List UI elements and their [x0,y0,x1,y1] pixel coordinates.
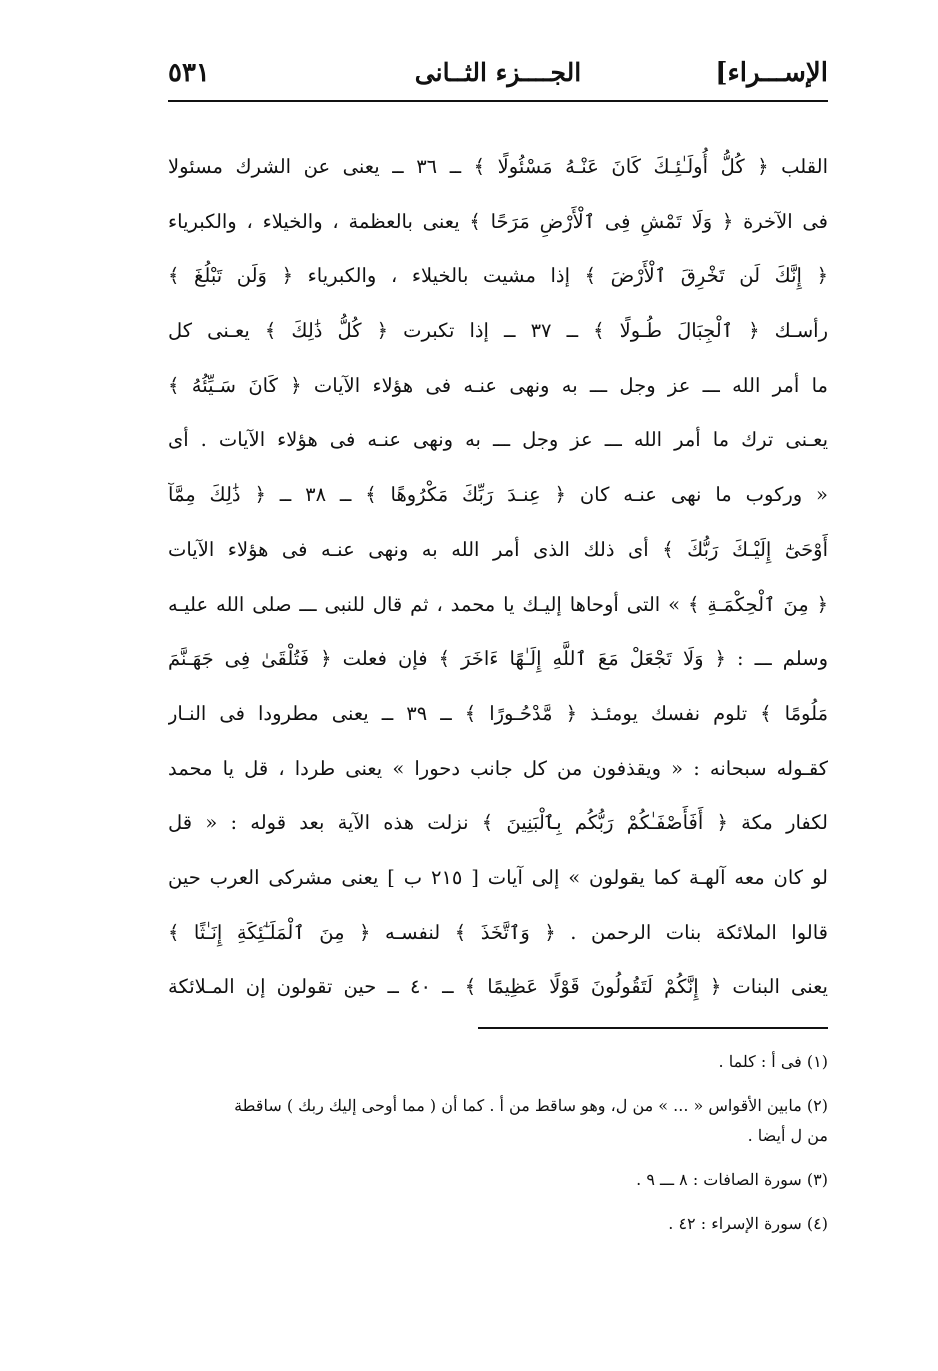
footnote-2-continued: من ل أيضا . [747,1126,828,1145]
text-line: كقـوله سبحانه : « ويقذفون من كل جانب دحورا » يعنى طردا ، قل يا محمد [168,756,828,780]
text-line: لكفار مكة ﴿ أَفَأَصْفَـٰكُمْ رَبُّكُم بِٱلْبَنِينَ ﴾ نزلت هذه الآية بعد قوله : « قل [168,811,828,835]
footnote-separator [478,1027,828,1029]
footnotes [168,1050,828,1256]
text-line: لو كان معه آلهـة كما يقولون » إلى آيات [ ٢١٥ ب ] يعنى مشركى العرب حين [168,865,828,889]
footnote-1: (١) فى أ : كلما . [718,1052,828,1071]
text-line: يعنى البنات ﴿ إِنَّكُمْ لَتَقُولُونَ قَوْلًا عَظِيمًا ﴾ ــ ٤٠ ــ حين تقولون إن المـلائكة [168,975,828,999]
text-line: وسلم ـــ : ﴿ وَلَا تَجْعَلْ مَعَ ٱللَّهِ إِلَـٰهًا ءَاخَرَ ﴾ فإن فعلت ﴿ فَتُلْقَىٰ فِى جَهَـنَّمَ [168,647,828,671]
surah-title: الإســـراء] [715,58,828,88]
text-line: مَلُومًا ﴾ تلوم نفسك يومئـذ ﴿ مَّدْحُـورًا ﴾ ــ ٣٩ ــ يعنى مطرودا فى النـار [168,701,828,725]
text-line: أَوْحَىٰٓ إِلَيْـكَ رَبُّكَ ﴾ أى ذلك الذى أمر الله به ونهى عنـه فى هؤلاء الآيات [168,537,828,561]
text-line: ﴿ إِنَّكَ لَن تَخْرِقَ ٱلْأَرْضَ ﴾ إذا مشيت بالخيلاء ، والكبرياء ﴿ وَلَن تَبْلُغَ ﴾ [168,264,828,288]
text-line: « وركوب ما نهى عنـه كان ﴿ عِنـدَ رَبِّكَ مَكْرُوهًا ﴾ ــ ٣٨ ــ ﴿ ذَٰلِكَ مِمَّآ [168,483,828,507]
text-line: قالوا الملائكة بنات الرحمن . ﴿ وَٱتَّخَذَ ﴾ لنفسـه ﴿ مِنَ ٱلْمَلَـٰٓئِكَةِ إِنَـٰثًا ﴾ [168,920,828,944]
footnote-4: (٤) سورة الإسراء : ٤٢ . [668,1214,828,1233]
part-title: الجــــزء الثــانى [414,58,582,87]
page-number: ٥٣١ [168,58,210,88]
text-line: القلب ﴿ كُلُّ أُولَـٰئِـكَ كَانَ عَنْـهُ مَسْئُولًا ﴾ ــ ٣٦ ــ يعنى عن الشرك مسئولا [168,155,828,178]
footnote-2: (٢) مابين الأقواس « ... » من ل، وهو ساقط من أ . كما أن ( مما أوحى إليك ربك ) ساقطة [234,1096,828,1115]
body-text [168,140,828,1015]
text-line: يعـنى ترك ما أمر الله ـــ عز وجل ـــ به ونهى عنـه فى هؤلاء الآيات . أى [168,428,828,452]
running-header [168,52,828,102]
text-line: ما أمر الله ـــ عز وجل ـــ به ونهى عنـه فى هؤلاء الآيات ﴿ كَانَ سَـيِّئُهُ ﴾ [168,373,828,397]
text-line: ﴿ مِنَ ٱلْحِكْمَـةِ ﴾ » التى أوحاها إليـك يا محمد ، ثم قال للنبى ـــ صلى الله عليـه [168,592,828,616]
text-line: فى الآخرة ﴿ وَلَا تَمْشِ فِى ٱلْأَرْضِ مَرَحًا ﴾ يعنى بالعظمة ، والخيلاء ، والكبرياء [168,209,828,233]
footnote-3: (٣) سورة الصافات : ٨ ـــ ٩ . [636,1170,828,1189]
text-line: رأسـك ﴿ ٱلْجِبَالَ طُـولًا ﴾ ــ ٣٧ ــ إذا تكبرت ﴿ كُلُّ ذَٰلِكَ ﴾ يعـنى كل [168,319,828,343]
